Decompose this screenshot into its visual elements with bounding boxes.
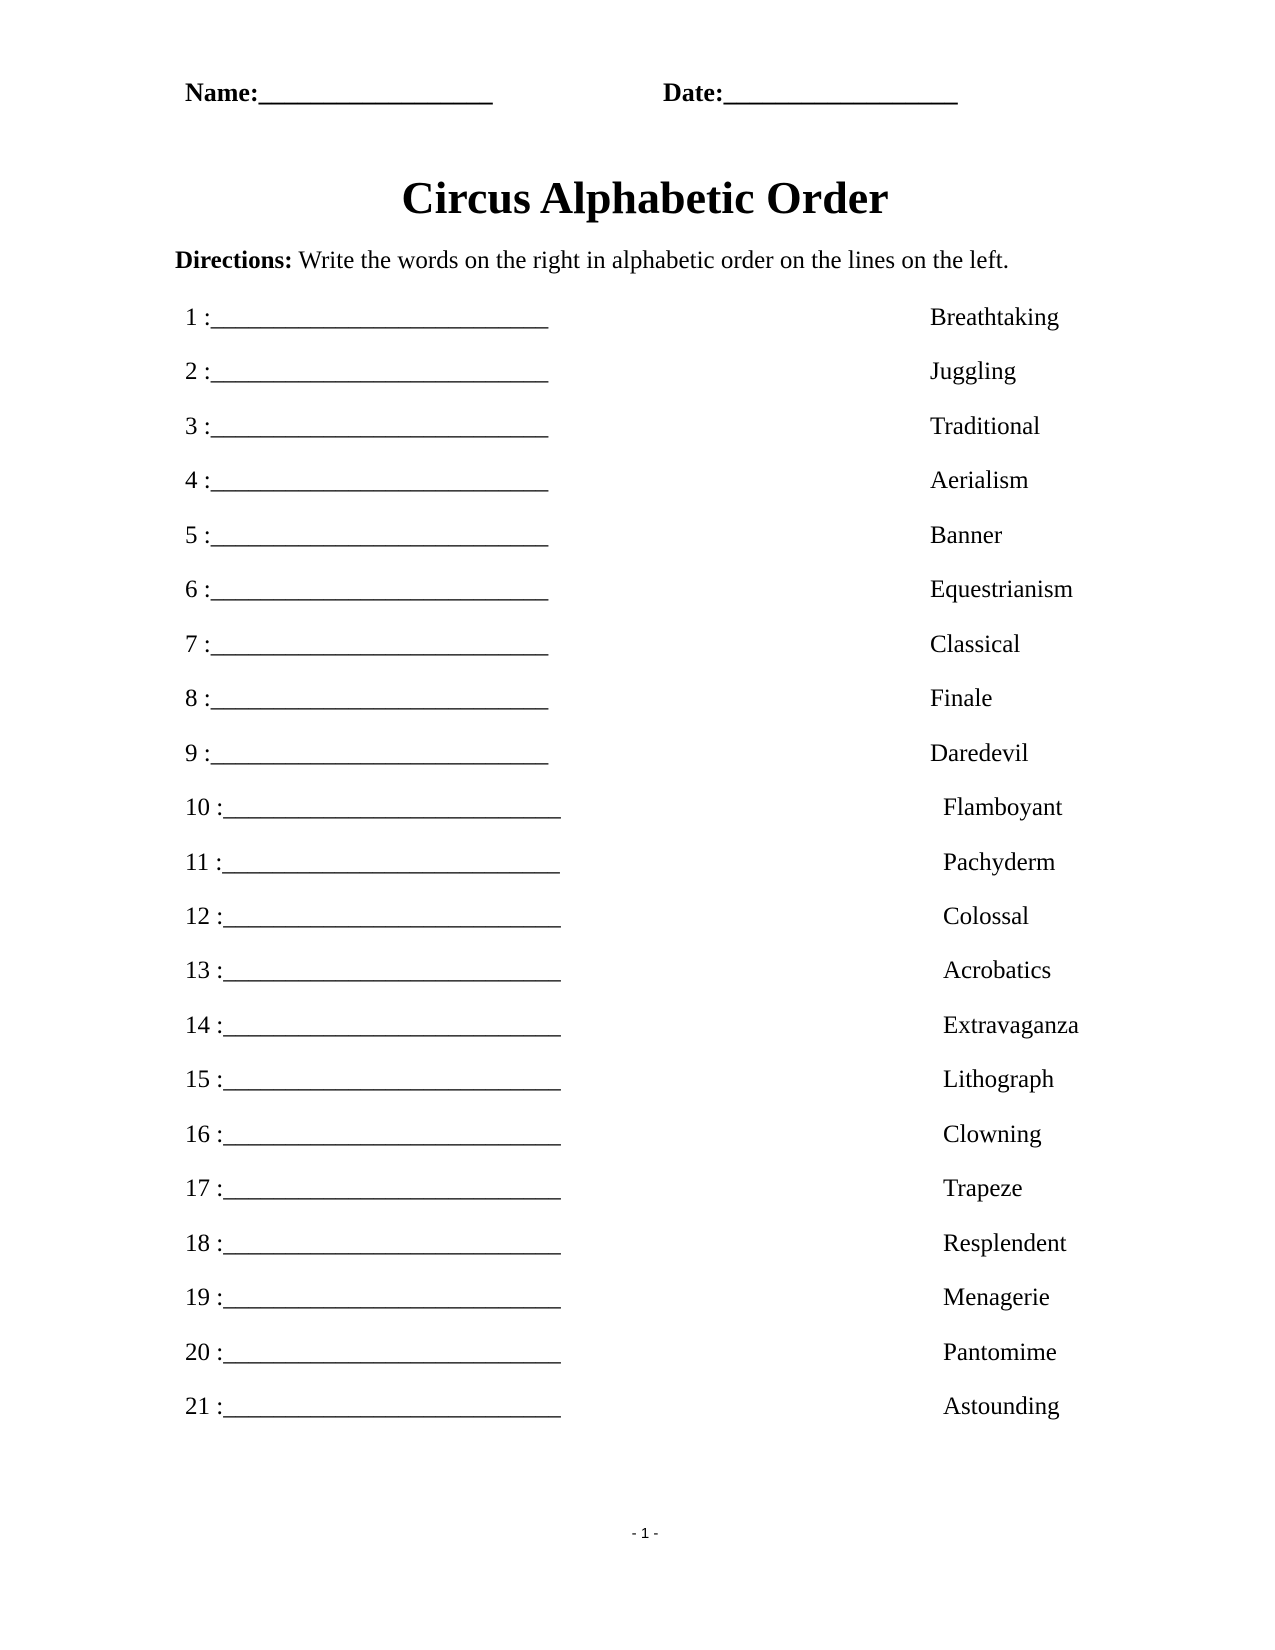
word-to-sort: Resplendent [943,1229,1067,1257]
word-to-sort: Extravaganza [943,1011,1080,1039]
page-title: Circus Alphabetic Order [401,172,889,223]
worksheet-row [0,1013,1275,1053]
worksheet-row [0,850,1275,890]
date-field[interactable]: Date:__________________ [663,78,958,107]
answer-blank[interactable]: 9 :___________________________ [185,739,549,767]
word-to-sort: Colossal [943,903,1030,930]
answer-blank[interactable]: 5 :___________________________ [185,521,549,549]
worksheet-row [0,359,1275,399]
answer-blank[interactable]: 16 :___________________________ [185,1120,561,1148]
word-to-sort: Flamboyant [943,794,1063,821]
word-to-sort: Banner [930,521,1003,549]
answer-blank[interactable]: 20 :___________________________ [185,1338,561,1366]
worksheet-row [0,1231,1275,1271]
worksheet-row [0,1122,1275,1162]
worksheet-row [0,523,1275,563]
word-to-sort: Traditional [930,412,1041,440]
word-to-sort: Finale [930,685,993,713]
answer-blank[interactable]: 12 :___________________________ [185,903,561,930]
word-to-sort: Classical [930,630,1021,658]
worksheet-row [0,414,1275,454]
worksheet-row [0,1176,1275,1216]
worksheet-row [0,305,1275,345]
word-to-sort: Daredevil [930,739,1029,767]
answer-blank[interactable]: 17 :___________________________ [185,1175,561,1203]
worksheet-row [0,1067,1275,1107]
word-to-sort: Aerialism [930,467,1029,495]
answer-blank[interactable]: 7 :___________________________ [185,630,549,658]
word-to-sort: Clowning [943,1120,1042,1148]
worksheet-row [0,904,1275,944]
worksheet-row [0,1340,1275,1380]
worksheet-row [0,795,1275,835]
worksheet-row [0,468,1275,508]
answer-blank[interactable]: 4 :___________________________ [185,467,549,495]
page-number: - 1 - [631,1525,659,1542]
word-to-sort: Lithograph [943,1066,1055,1094]
answer-blank[interactable]: 8 :___________________________ [185,685,549,713]
answer-blank[interactable]: 15 :___________________________ [185,1066,561,1094]
worksheet-row [0,958,1275,998]
directions-text: Write the words on the right in alphabetic order on the lines on the left. [292,247,1009,274]
word-to-sort: Astounding [943,1393,1060,1420]
answer-blank[interactable]: 18 :___________________________ [185,1229,561,1257]
answer-blank[interactable]: 21 :___________________________ [185,1393,561,1420]
word-to-sort: Pachyderm [943,848,1056,876]
word-to-sort: Menagerie [943,1284,1050,1312]
answer-blank[interactable]: 19 :___________________________ [185,1284,561,1312]
worksheet-row [0,741,1275,781]
word-to-sort: Pantomime [943,1338,1057,1366]
answer-blank[interactable]: 2 :___________________________ [185,358,549,386]
worksheet-row [0,1394,1275,1434]
word-to-sort: Trapeze [943,1175,1023,1203]
word-to-sort: Equestrianism [930,576,1074,604]
word-to-sort: Acrobatics [943,957,1052,985]
answer-blank[interactable]: 13 :___________________________ [185,957,561,985]
answer-blank[interactable]: 1 :___________________________ [185,304,549,331]
name-field[interactable]: Name:__________________ [185,78,493,107]
worksheet-row [0,632,1275,672]
directions [175,248,1009,273]
answer-blank[interactable]: 11 :___________________________ [185,848,560,876]
word-to-sort: Breathtaking [930,304,1060,331]
answer-blank[interactable]: 3 :___________________________ [185,412,549,440]
answer-blank[interactable]: 10 :___________________________ [185,794,561,821]
directions-label: Directions: [175,247,293,274]
word-to-sort: Juggling [930,358,1017,386]
worksheet-row [0,686,1275,726]
answer-blank[interactable]: 14 :___________________________ [185,1011,561,1039]
answer-blank[interactable]: 6 :___________________________ [185,576,549,604]
worksheet-row [0,1285,1275,1325]
worksheet-row [0,577,1275,617]
